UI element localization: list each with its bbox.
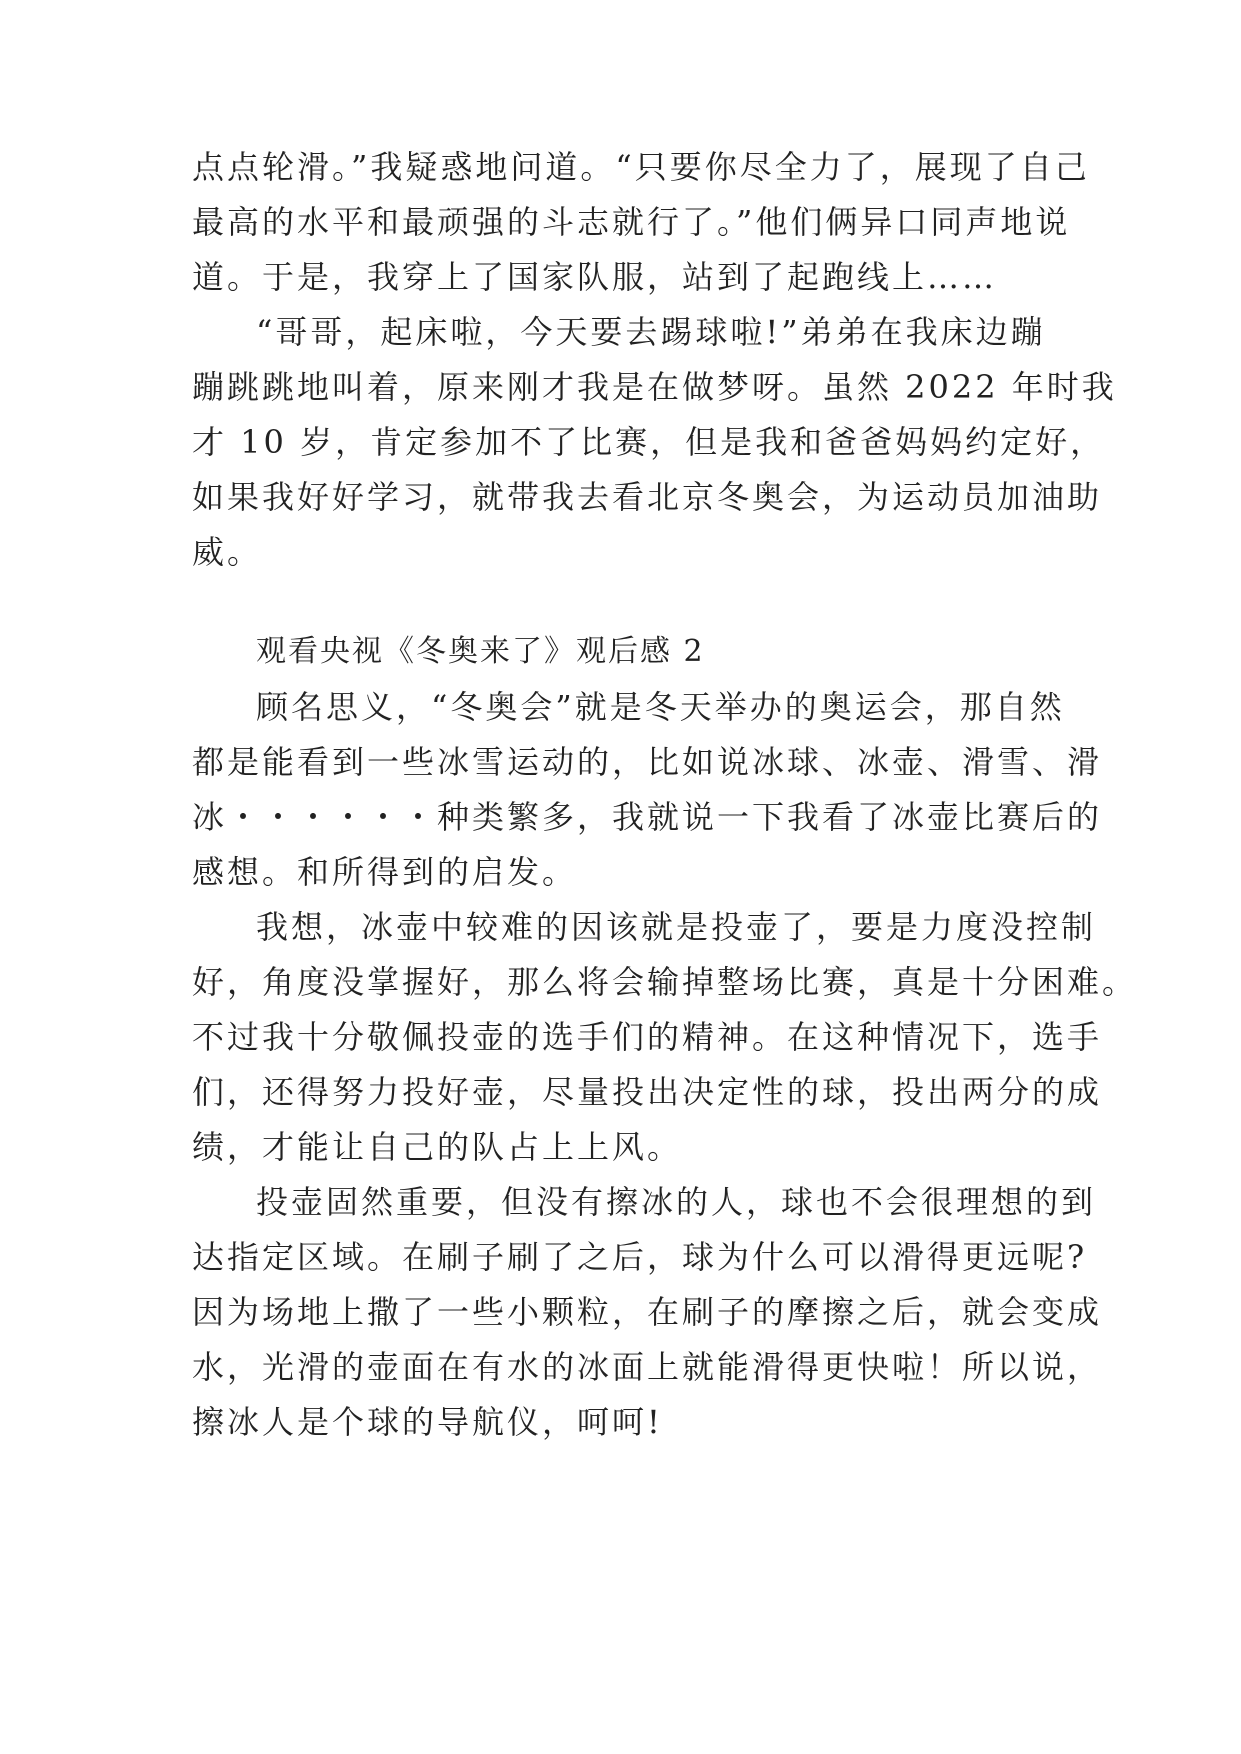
paragraph-line: 感想。和所得到的启发。 <box>192 853 578 891</box>
paragraph-line: 冰・・・・・・种类繁多，我就说一下我看了冰壶比赛后的 <box>192 798 1103 836</box>
paragraph-line: 我想，冰壶中较难的因该就是投壶了，要是力度没控制 <box>256 908 1097 946</box>
paragraph-line: 威。 <box>192 533 263 571</box>
paragraph-line: 如果我好好学习，就带我去看北京冬奥会，为运动员加油助 <box>192 478 1103 516</box>
paragraph-line: 不过我十分敬佩投壶的选手们的精神。在这种情况下，选手 <box>192 1018 1103 1056</box>
paragraph-line: 点点轮滑。”我疑惑地问道。“只要你尽全力了，展现了自己 <box>192 148 1090 186</box>
paragraph-line: 道。于是，我穿上了国家队服，站到了起跑线上…… <box>192 258 998 296</box>
paragraph-line: 蹦跳跳地叫着，原来刚才我是在做梦呀。虽然 2022 年时我 <box>192 368 1117 406</box>
paragraph-line: 好，角度没掌握好，那么将会输掉整场比赛，真是十分困难。 <box>192 963 1138 1001</box>
paragraph-line: 都是能看到一些冰雪运动的，比如说冰球、冰壶、滑雪、滑 <box>192 743 1103 781</box>
paragraph-line: 擦冰人是个球的导航仪，呵呵! <box>192 1403 663 1441</box>
paragraph-line: 投壶固然重要，但没有擦冰的人，球也不会很理想的到 <box>256 1183 1097 1221</box>
paragraph-line: 最高的水平和最顽强的斗志就行了。”他们俩异口同声地说 <box>192 203 1071 241</box>
paragraph-line: 们，还得努力投好壶，尽量投出决定性的球，投出两分的成 <box>192 1073 1103 1111</box>
paragraph-line: 才 10 岁，肯定参加不了比赛，但是我和爸爸妈妈约定好， <box>192 423 1106 461</box>
paragraph-line: 水，光滑的壶面在有水的冰面上就能滑得更快啦！所以说， <box>192 1348 1103 1386</box>
paragraph-line: “哥哥，起床啦，今天要去踢球啦!”弟弟在我床边蹦 <box>256 313 1046 351</box>
paragraph-line: 因为场地上撒了一些小颗粒，在刷子的摩擦之后，就会变成 <box>192 1293 1103 1331</box>
paragraph-line: 顾名思义，“冬奥会”就是冬天举办的奥运会，那自然 <box>256 688 1065 726</box>
paragraph-line: 绩，才能让自己的队占上上风。 <box>192 1128 683 1166</box>
section-title: 观看央视《冬奥来了》观后感 2 <box>256 634 705 669</box>
paragraph-line: 达指定区域。在刷子刷了之后，球为什么可以滑得更远呢? <box>192 1238 1088 1276</box>
